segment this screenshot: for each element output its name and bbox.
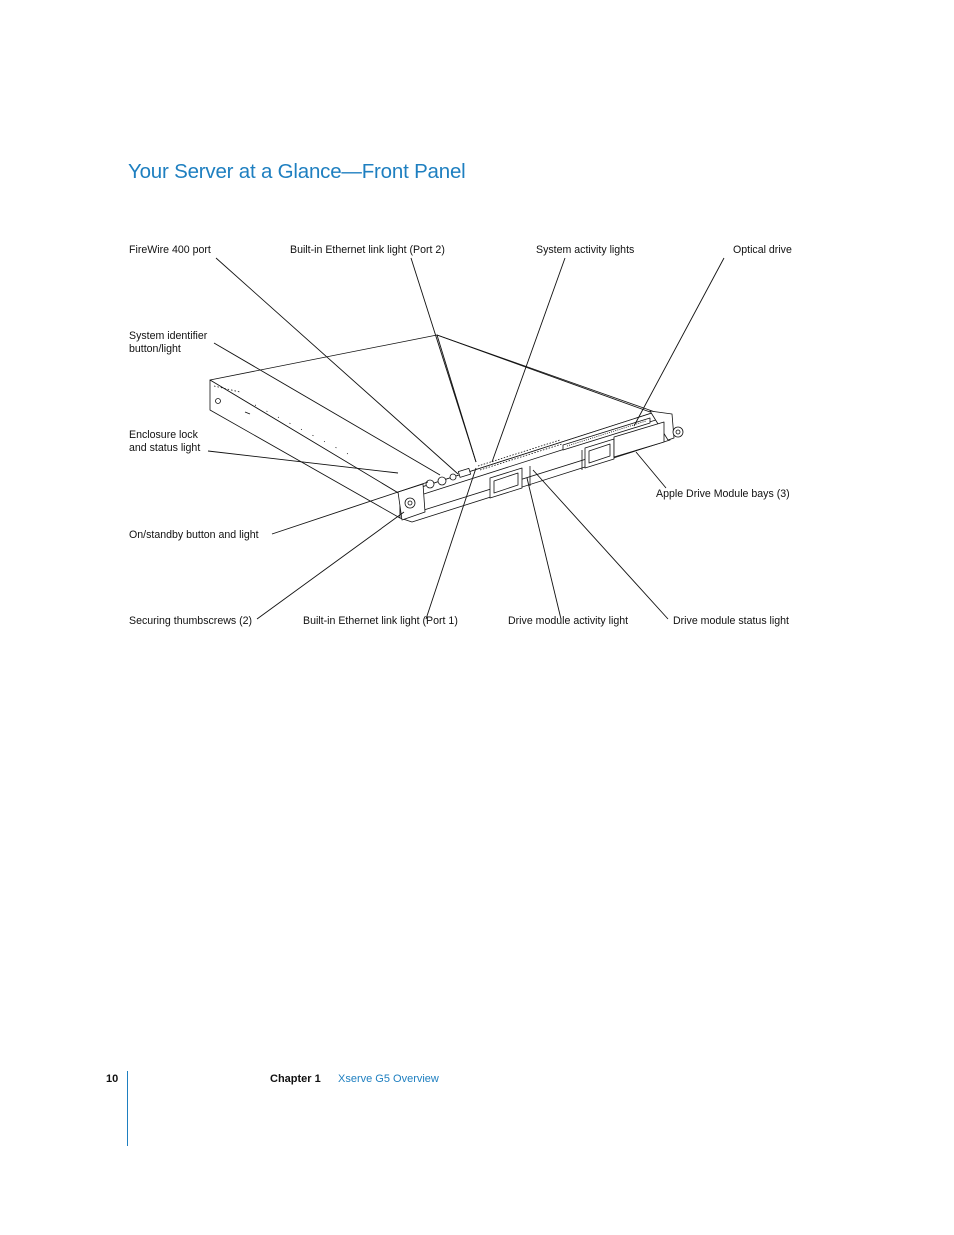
footer-rule — [127, 1071, 128, 1146]
thumbscrew-left — [405, 498, 415, 508]
leader-drive-activity — [527, 478, 561, 619]
chapter-title: Xserve G5 Overview — [338, 1073, 439, 1085]
callout-drive-status: Drive module status light — [673, 615, 789, 627]
system-id-button — [438, 477, 446, 485]
callout-ethernet-port1: Built-in Ethernet link light (Port 1) — [303, 615, 458, 627]
leader-drive-status — [533, 470, 668, 619]
lock-light — [450, 474, 456, 480]
callout-system-activity: System activity lights — [536, 244, 635, 256]
callout-firewire: FireWire 400 port — [129, 244, 211, 256]
chapter-label: Chapter 1 — [270, 1073, 321, 1085]
leader-thumbscrews — [257, 512, 404, 619]
thumbscrew-right — [673, 427, 683, 437]
page-number: 10 — [106, 1073, 119, 1085]
on-standby-button — [426, 480, 434, 488]
callout-ethernet-port2: Built-in Ethernet link light (Port 2) — [290, 244, 445, 256]
leader-optical-drive — [634, 258, 724, 426]
callout-thumbscrews: Securing thumbscrews (2) — [129, 615, 253, 627]
callout-system-identifier-line1: System identifier — [129, 330, 208, 342]
page-title: Your Server at a Glance—Front Panel — [128, 160, 466, 183]
callout-system-identifier-line2: button/light — [129, 343, 181, 355]
callout-optical-drive: Optical drive — [733, 244, 792, 256]
callout-on-standby: On/standby button and light — [129, 529, 259, 541]
callout-drive-activity: Drive module activity light — [508, 615, 629, 627]
callout-enclosure-lock-line1: Enclosure lock — [129, 429, 198, 441]
leader-apple-drive-bays — [636, 452, 666, 488]
callout-apple-drive-bays: Apple Drive Module bays (3) — [656, 488, 790, 500]
callout-enclosure-lock-line2: and status light — [129, 442, 201, 454]
